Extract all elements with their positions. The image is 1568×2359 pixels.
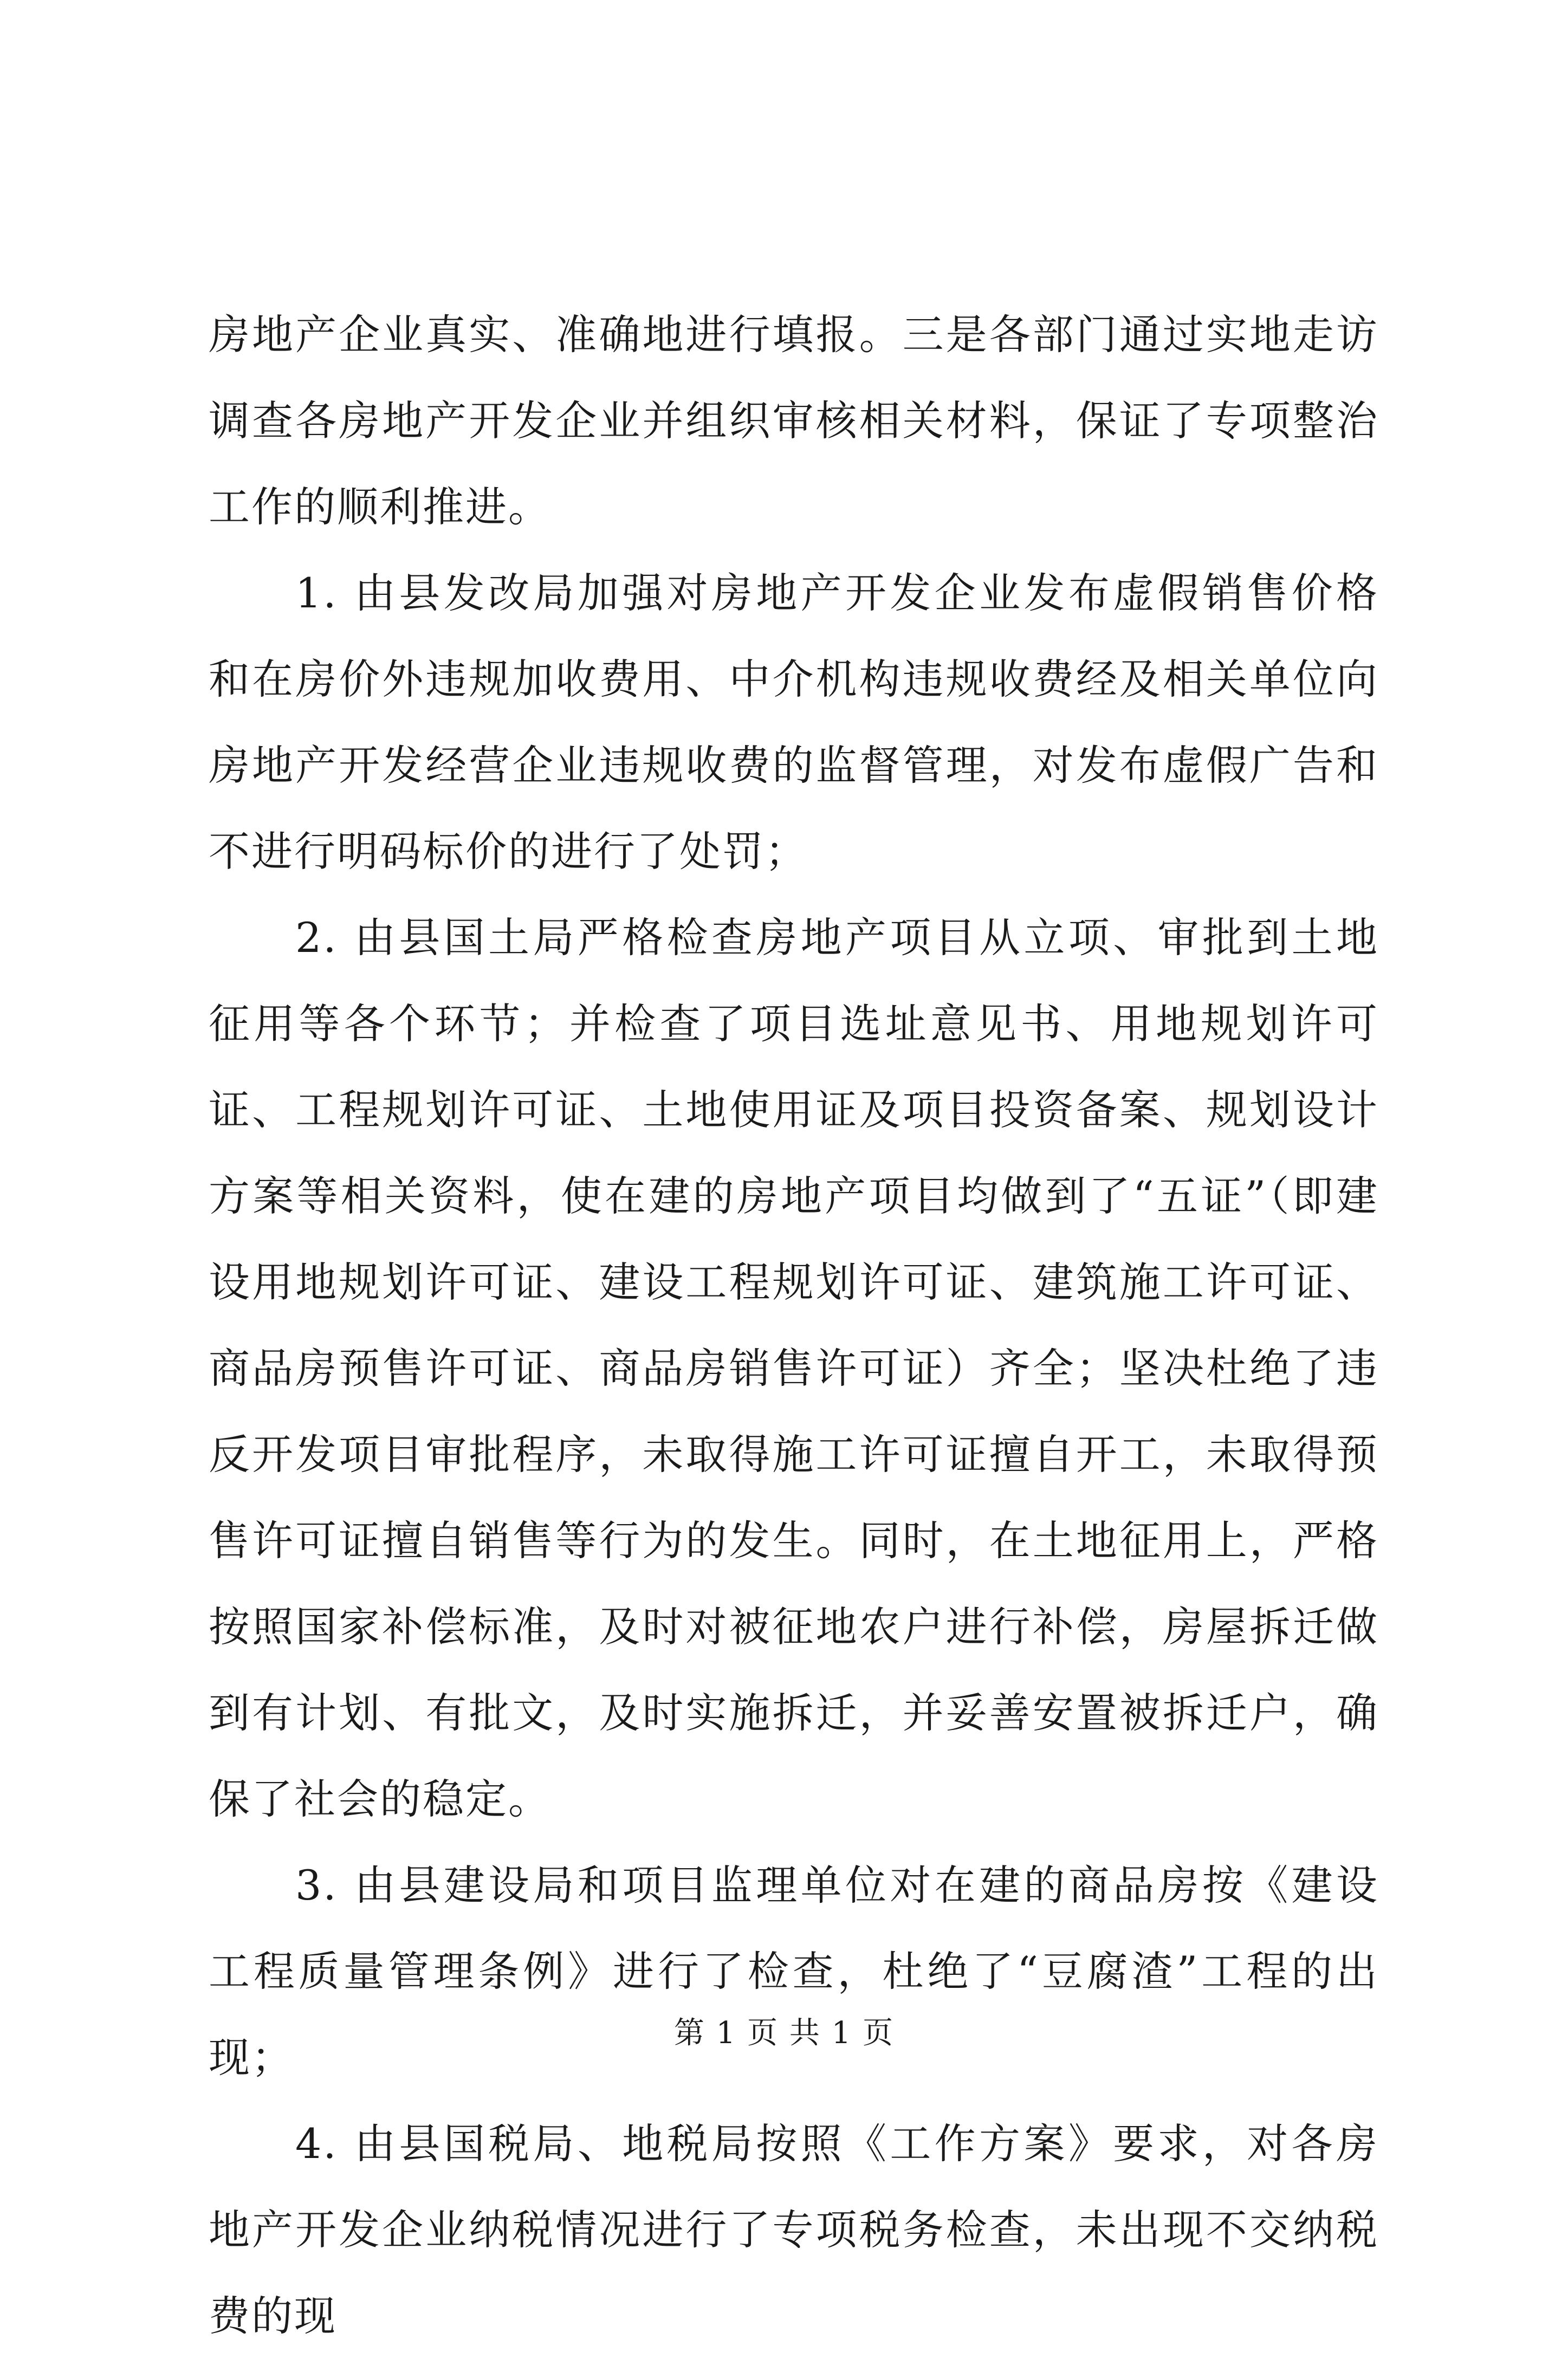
paragraph-item-4: 4. 由县国税局、地税局按照《工作方案》要求，对各房地产开发企业纳税情况进行了专项税务检查，未出现不交纳税费的现 xyxy=(209,2120,1379,2340)
page-footer: 第 1 页 共 1 页 xyxy=(673,2015,895,2051)
paragraph-continuation: 房地产企业真实、准确地进行填报。三是各部门通过实地走访调查各房地产开发企业并组织审核相关材料，保证了专项整治工作的顺利推进。 xyxy=(209,310,1379,531)
paragraph-item-2: 2. 由县国土局严格检查房地产项目从立项、审批到土地征用等各个环节；并检查了项目选址意见书、用地规划许可证、工程规划许可证、土地使用证及项目投资备案、规划设计方案等相关资料，使在建的房地产项目均做到了“五证”（即建设用地规划许可证、建设工程规划许可证、建筑施工许可证、商品房预售许可证、商品房销售许可证）齐全；坚决杜绝了违反开发项目审批程序，未取得施工许可证擅自开工，未取得预售许可证擅自销售等行为的发生。同时，在土地征用上，严格按照国家补偿标准，及时对被征地农户进行补偿，房屋拆迁做到有计划、有批文，及时实施拆迁，并妥善安置被拆迁户，确保了社会的稳定。 xyxy=(209,913,1379,1823)
paragraph-item-1: 1. 由县发改局加强对房地产开发企业发布虚假销售价格和在房价外违规加收费用、中介机构违规收费经及相关单位向房地产开发经营企业违规收费的监督管理，对发布虚假广告和不进行明码标价的进行了处罚； xyxy=(209,569,1379,876)
paragraph-item-3: 3. 由县建设局和项目监理单位对在建的商品房按《建设工程质量管理条例》进行了检查，杜绝了“豆腐渣”工程的出现； xyxy=(209,1861,1379,2082)
